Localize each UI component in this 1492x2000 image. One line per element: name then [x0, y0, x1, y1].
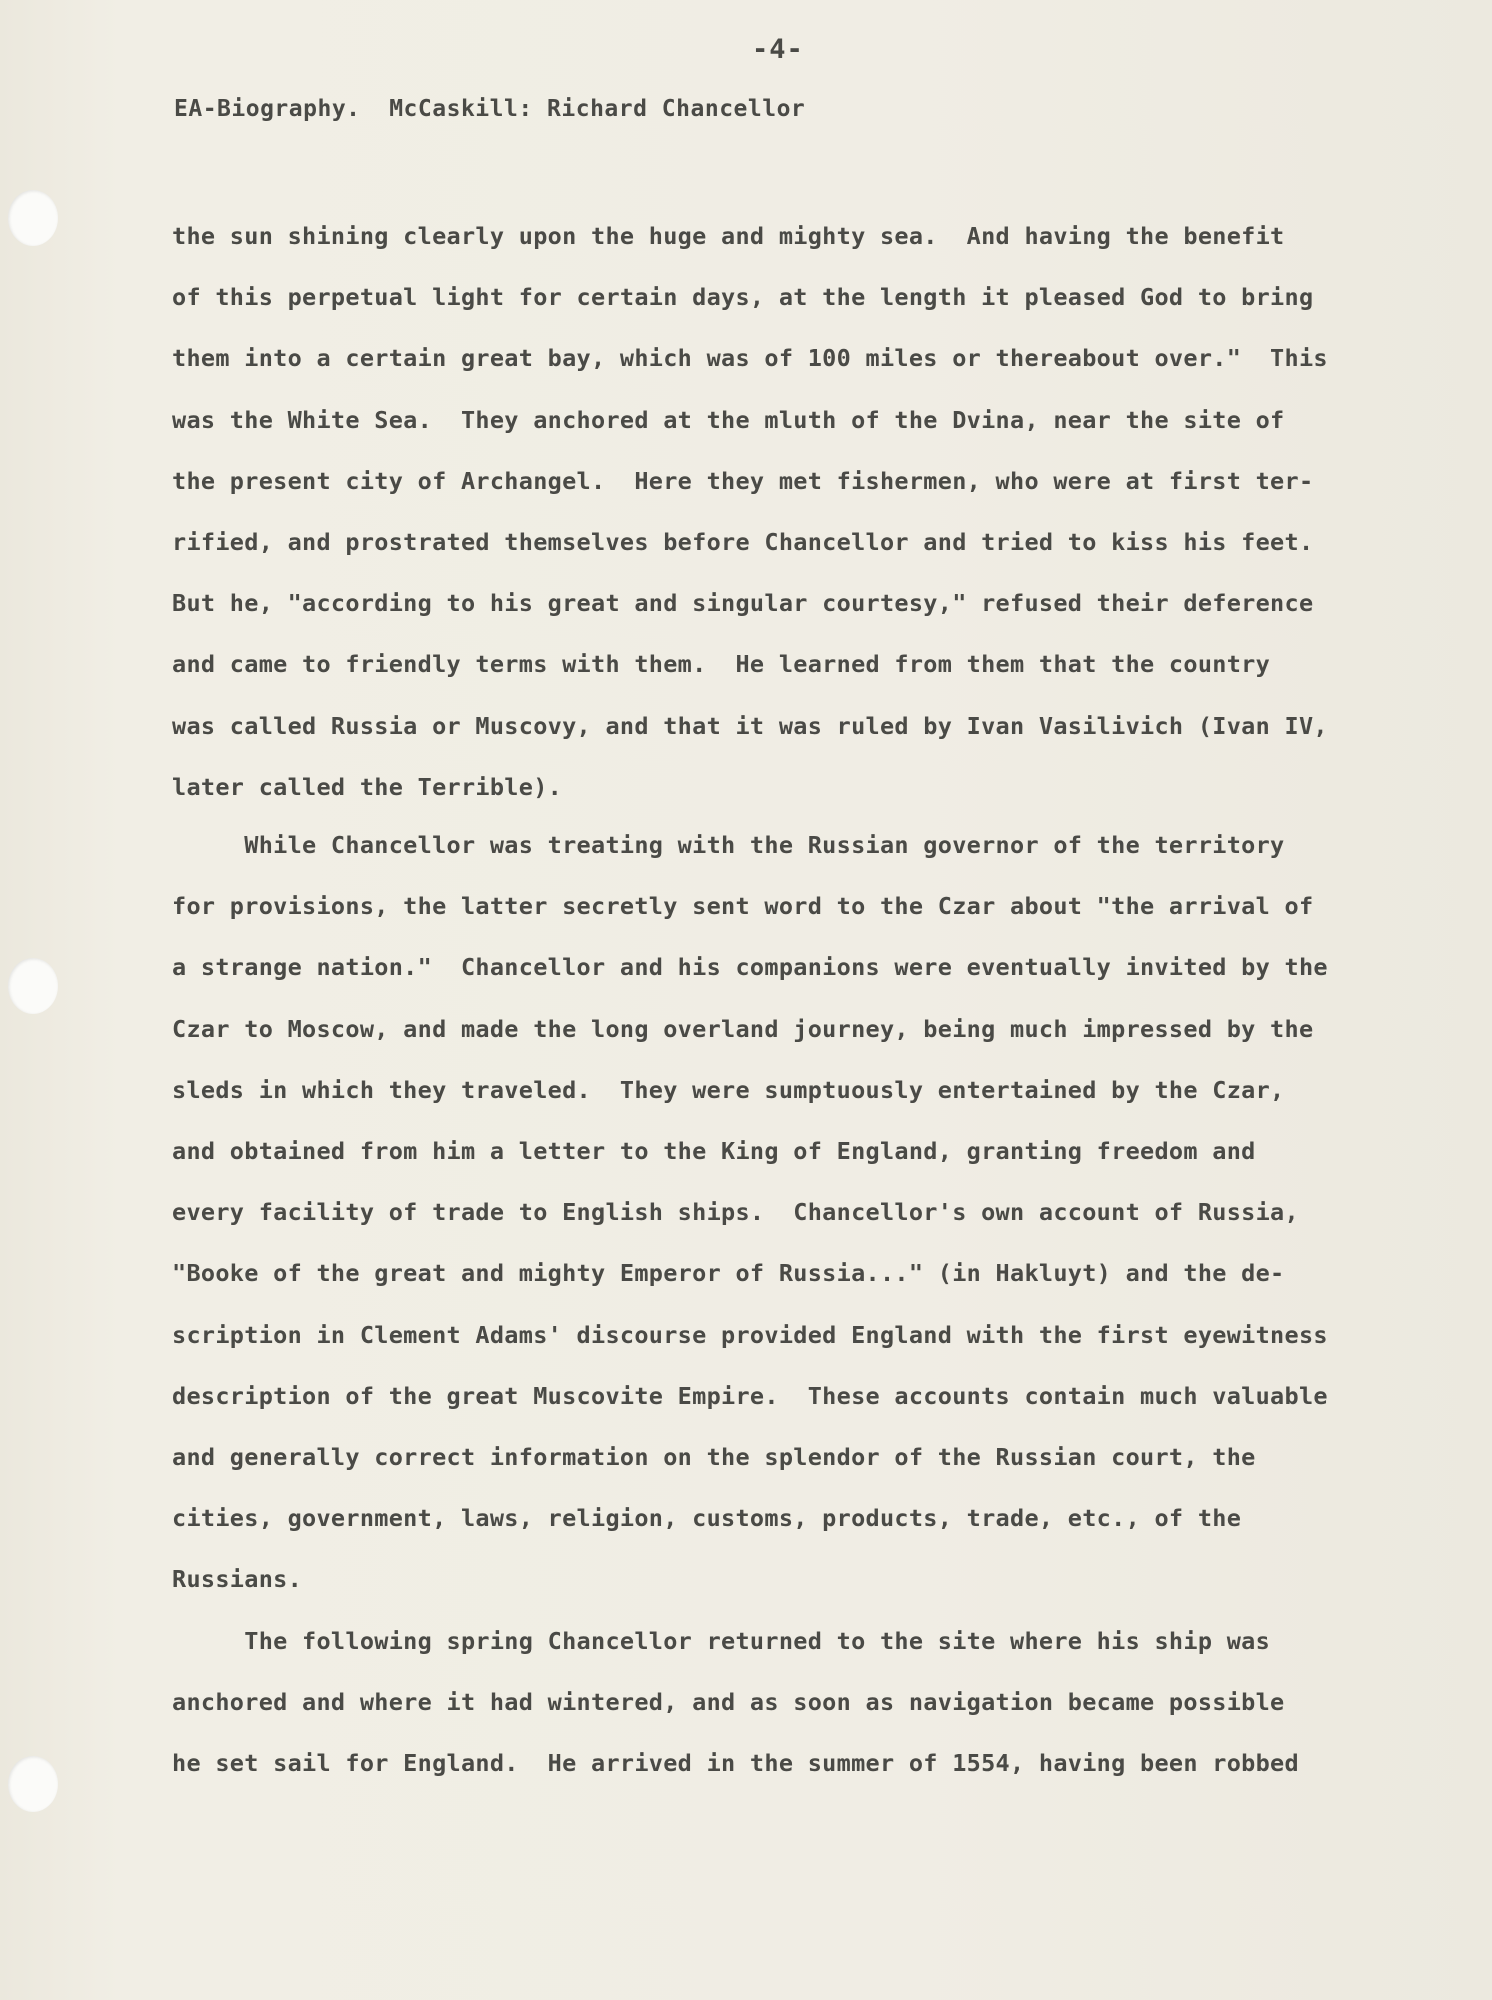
text-line: But he, "according to his great and singular courtesy," refused their deference — [172, 589, 1314, 618]
text-line: the sun shining clearly upon the huge and mighty sea. And having the benefit — [172, 222, 1285, 250]
text-line: and obtained from him a letter to the King of England, granting freedom and — [172, 1136, 1256, 1165]
text-line: was called Russia or Muscovy, and that it was ruled by Ivan Vasilivich (Ivan IV, — [172, 711, 1328, 740]
text-line: Czar to Moscow, and made the long overland journey, being much impressed by the — [172, 1014, 1314, 1043]
text-line: sleds in which they traveled. They were sumptuously entertained by the Czar, — [172, 1075, 1285, 1104]
text-line: description of the great Muscovite Empire. These accounts contain much valuable — [172, 1381, 1328, 1410]
page-number: -4- — [752, 34, 804, 65]
text-line: cities, government, laws, religion, customs, products, trade, etc., of the — [172, 1504, 1242, 1533]
punch-hole — [8, 190, 58, 246]
text-line: While Chancellor was treating with the Russian governor of the territory — [172, 831, 1285, 859]
running-header: EA-Biography. McCaskill: Richard Chancellor — [174, 96, 806, 122]
punch-hole — [8, 958, 58, 1014]
text-line: was the White Sea. They anchored at the mluth of the Dvina, near the site of — [172, 405, 1285, 434]
text-line: a strange nation." Chancellor and his companions were eventually invited by the — [172, 953, 1328, 982]
paragraph-2 — [172, 815, 1397, 1610]
text-line: the present city of Archangel. Here they met fishermen, who were at first ter- — [172, 466, 1314, 495]
paragraph-3 — [172, 1611, 1397, 1795]
text-line: "Booke of the great and mighty Emperor of Russia..." (in Hakluyt) and the de- — [172, 1259, 1285, 1288]
text-line: and generally correct information on the splendor of the Russian court, the — [172, 1442, 1256, 1471]
text-line: of this perpetual light for certain days, at the length it pleased God to bring — [172, 283, 1314, 312]
text-line: Russians. — [172, 1565, 303, 1594]
punch-hole — [8, 1756, 58, 1812]
text-line: he set sail for England. He arrived in the summer of 1554, having been robbed — [172, 1749, 1299, 1778]
text-line: scription in Clement Adams' discourse provided England with the first eyewitness — [172, 1320, 1328, 1349]
text-line: for provisions, the latter secretly sent word to the Czar about "the arrival of — [172, 892, 1314, 921]
text-line: rified, and prostrated themselves before Chancellor and tried to kiss his feet. — [172, 527, 1314, 556]
text-line: them into a certain great bay, which was of 100 miles or thereabout over." This — [172, 344, 1328, 373]
text-line: and came to friendly terms with them. He learned from them that the country — [172, 650, 1271, 679]
text-line: anchored and where it had wintered, and as soon as navigation became possible — [172, 1688, 1285, 1717]
text-line: later called the Terrible). — [172, 772, 563, 801]
paragraph-1 — [172, 206, 1397, 818]
text-line: The following spring Chancellor returned to the site where his ship was — [172, 1627, 1271, 1655]
text-line: every facility of trade to English ships. Chancellor's own account of Russia, — [172, 1198, 1299, 1227]
